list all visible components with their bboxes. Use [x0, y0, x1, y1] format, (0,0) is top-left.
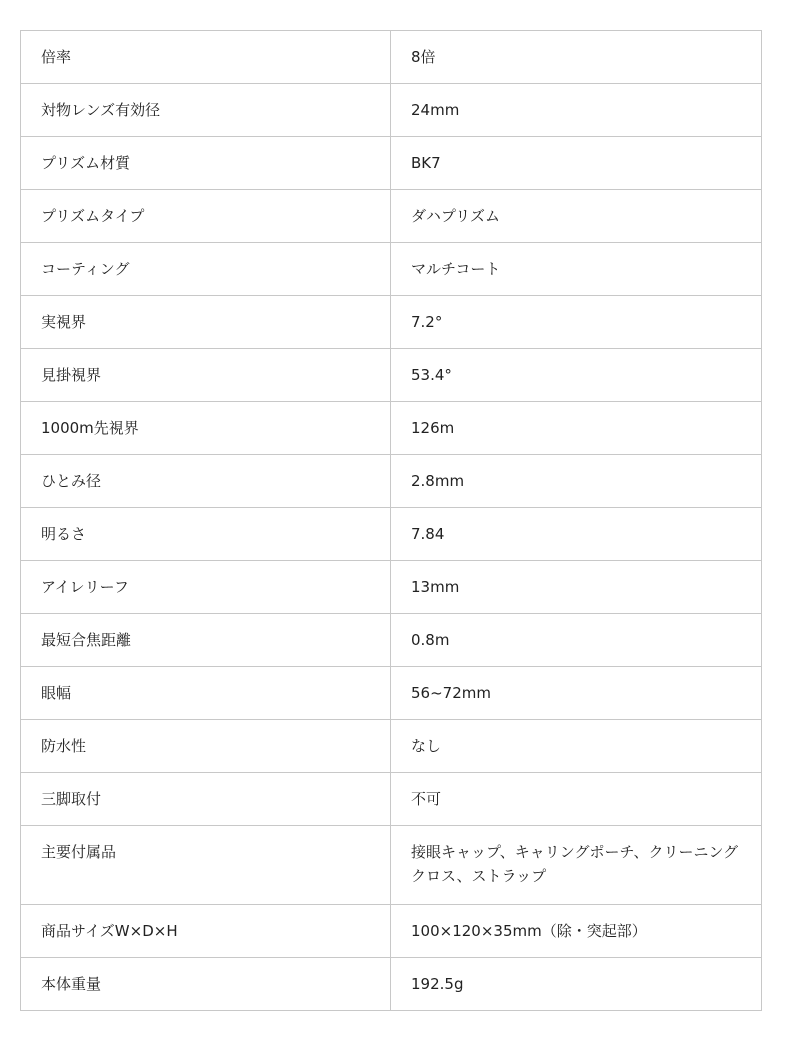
spec-label: アイレリーフ	[21, 561, 391, 614]
spec-label: プリズムタイプ	[21, 190, 391, 243]
spec-value: 0.8m	[391, 614, 762, 667]
table-row	[21, 84, 762, 137]
table-row	[21, 905, 762, 958]
spec-value: 24mm	[391, 84, 762, 137]
table-row	[21, 561, 762, 614]
spec-label: 明るさ	[21, 508, 391, 561]
spec-label: 本体重量	[21, 958, 391, 1011]
table-row	[21, 296, 762, 349]
table-row	[21, 667, 762, 720]
table-row	[21, 243, 762, 296]
spec-label: ひとみ径	[21, 455, 391, 508]
spec-value: なし	[391, 720, 762, 773]
spec-label: 見掛視界	[21, 349, 391, 402]
spec-label: 1000m先視界	[21, 402, 391, 455]
spec-table-body	[21, 31, 762, 1011]
spec-value: マルチコート	[391, 243, 762, 296]
spec-value: 192.5g	[391, 958, 762, 1011]
spec-label: 倍率	[21, 31, 391, 84]
spec-value: ダハプリズム	[391, 190, 762, 243]
spec-table	[20, 30, 762, 1011]
spec-value: 53.4°	[391, 349, 762, 402]
spec-label: 主要付属品	[21, 826, 391, 905]
table-row	[21, 349, 762, 402]
spec-value: 8倍	[391, 31, 762, 84]
spec-label: コーティング	[21, 243, 391, 296]
table-row	[21, 402, 762, 455]
spec-value: 7.2°	[391, 296, 762, 349]
table-row	[21, 455, 762, 508]
spec-value: 接眼キャップ、キャリングポーチ、クリーニングクロス、ストラップ	[391, 826, 762, 905]
table-row	[21, 958, 762, 1011]
table-row	[21, 508, 762, 561]
spec-value: 56~72mm	[391, 667, 762, 720]
table-row	[21, 614, 762, 667]
spec-value: 不可	[391, 773, 762, 826]
table-row	[21, 31, 762, 84]
spec-value: 100×120×35mm（除・突起部）	[391, 905, 762, 958]
spec-value: 7.84	[391, 508, 762, 561]
spec-label: 三脚取付	[21, 773, 391, 826]
spec-label: プリズム材質	[21, 137, 391, 190]
spec-value: 2.8mm	[391, 455, 762, 508]
table-row	[21, 773, 762, 826]
spec-label: 対物レンズ有効径	[21, 84, 391, 137]
spec-label: 実視界	[21, 296, 391, 349]
table-row	[21, 826, 762, 905]
table-row	[21, 720, 762, 773]
spec-label: 商品サイズW×D×H	[21, 905, 391, 958]
table-row	[21, 137, 762, 190]
spec-label: 最短合焦距離	[21, 614, 391, 667]
spec-value: BK7	[391, 137, 762, 190]
table-row	[21, 190, 762, 243]
spec-label: 眼幅	[21, 667, 391, 720]
spec-label: 防水性	[21, 720, 391, 773]
spec-value: 13mm	[391, 561, 762, 614]
spec-value: 126m	[391, 402, 762, 455]
